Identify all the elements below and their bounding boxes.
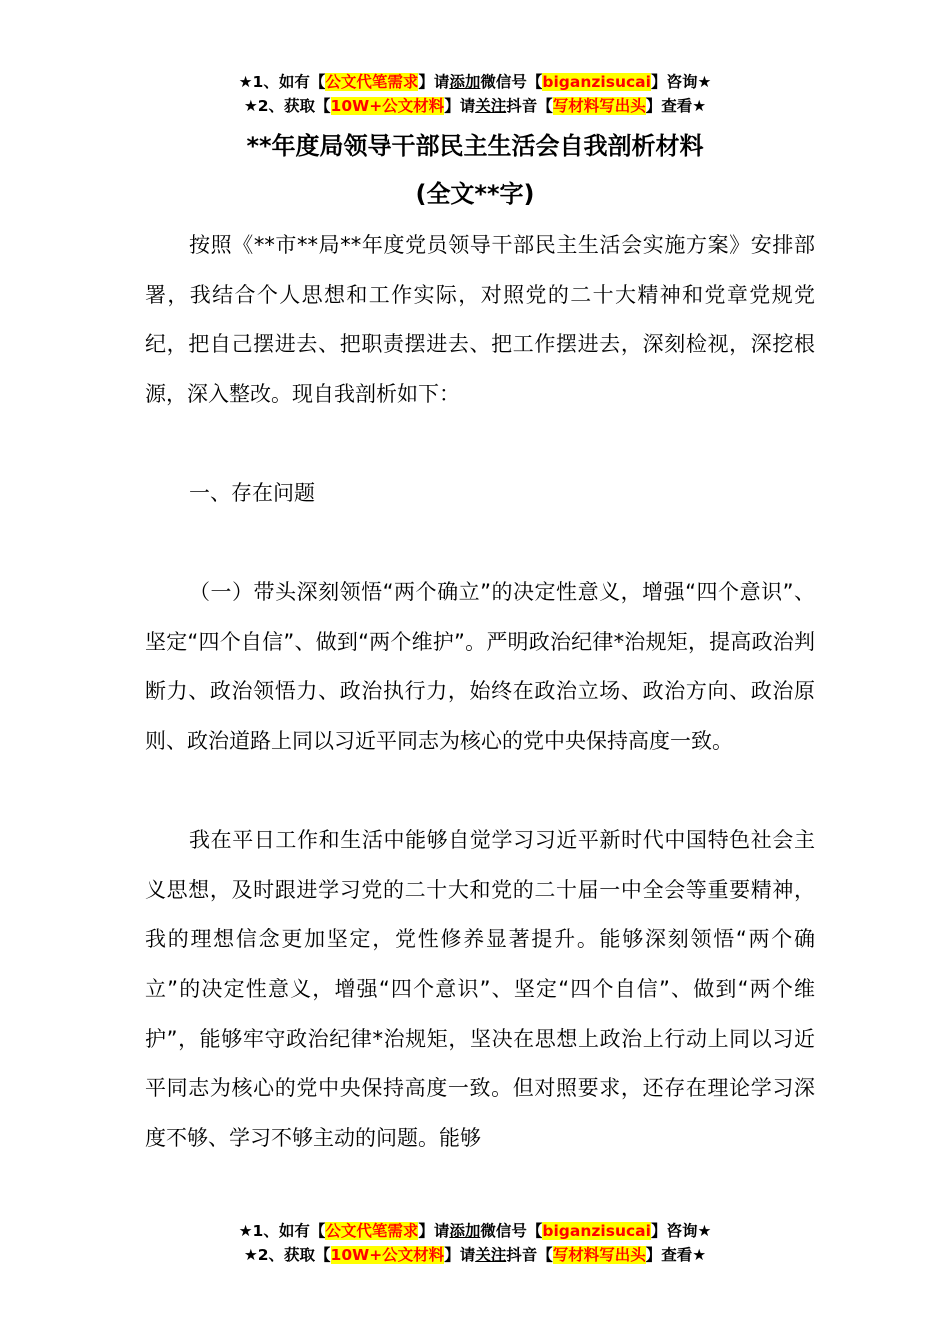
promo-underline: 关注	[475, 97, 507, 115]
promo-text: 抖音【	[506, 97, 553, 115]
promo-highlight: biganzisucai	[542, 1222, 651, 1240]
document-subtitle: (全文**字)	[415, 180, 535, 208]
promo-highlight: 写材料写出头	[552, 97, 646, 115]
document-body	[145, 221, 815, 1163]
promo-text: ★1、如有【	[238, 73, 326, 91]
promo-underline: 添加	[449, 73, 481, 91]
promo-highlight: 公文代笔需求	[325, 73, 419, 91]
promo-text: 】查看★	[645, 1246, 707, 1264]
promo-text: 】请	[418, 1222, 450, 1240]
promo-text: 】咨询★	[650, 1222, 712, 1240]
promo-line-1	[0, 1219, 950, 1243]
promo-text: ★2、获取【	[243, 97, 331, 115]
promo-text: 抖音【	[506, 1246, 553, 1264]
body-paragraph: 我在平日工作和生活中能够自觉学习习近平新时代中国特色社会主义思想，及时跟进学习党的二十大和党的二十届一中全会等重要精神，我的理想信念更加坚定，党性修养显著提升。能够深刻领悟“两个确立”的决定性意义，增强“四个意识”、坚定“四个自信”、做到“两个维护”，能够牢守政治纪律*治规矩，坚决在思想上政治上行动上同以习近平同志为核心的党中央保持高度一致。但对照要求，还存在理论学习深度不够、学习不够主动的问题。能够	[145, 828, 815, 1150]
promo-highlight: biganzisucai	[542, 73, 651, 91]
promo-text: 微信号【	[480, 73, 543, 91]
promo-underline: 关注	[475, 1246, 507, 1264]
promo-text: 】请	[418, 73, 450, 91]
promo-line-2	[0, 1243, 950, 1267]
promo-text: 】咨询★	[650, 73, 712, 91]
promo-banner-bottom	[0, 1219, 950, 1267]
promo-line-1	[0, 70, 950, 94]
document-title: **年度局领导干部民主生活会自我剖析材料	[246, 132, 704, 160]
promo-highlight: 写材料写出头	[552, 1246, 646, 1264]
promo-line-2	[0, 94, 950, 118]
promo-underline: 添加	[449, 1222, 481, 1240]
promo-text: ★1、如有【	[238, 1222, 326, 1240]
promo-highlight: 10W+公文材料	[330, 1246, 445, 1264]
blank-line	[145, 767, 815, 817]
promo-text: ★2、获取【	[243, 1246, 331, 1264]
promo-highlight: 10W+公文材料	[330, 97, 445, 115]
section-heading: 一、存在问题	[189, 480, 315, 505]
promo-text: 】请	[444, 1246, 476, 1264]
item-paragraph: （一）带头深刻领悟“两个确立”的决定性意义，增强“四个意识”、坚定“四个自信”、做到“两个维护”。严明政治纪律*治规矩，提高政治判断力、政治领悟力、政治执行力，始终在政治立场、政治方向、政治原则、政治道路上同以习近平同志为核心的党中央保持高度一致。	[145, 580, 815, 753]
blank-line	[145, 419, 815, 469]
promo-text: 】请	[444, 97, 476, 115]
intro-paragraph: 按照《**市**局**年度党员领导干部民主生活会实施方案》安排部署，我结合个人思想和工作实际，对照党的二十大精神和党章党规党纪，把自己摆进去、把职责摆进去、把工作摆进去，深刻检视，深挖根源，深入整改。现自我剖析如下：	[145, 233, 815, 406]
promo-highlight: 公文代笔需求	[325, 1222, 419, 1240]
promo-text: 微信号【	[480, 1222, 543, 1240]
promo-text: 】查看★	[645, 97, 707, 115]
promo-banner-top	[0, 70, 950, 118]
blank-line	[145, 519, 815, 569]
